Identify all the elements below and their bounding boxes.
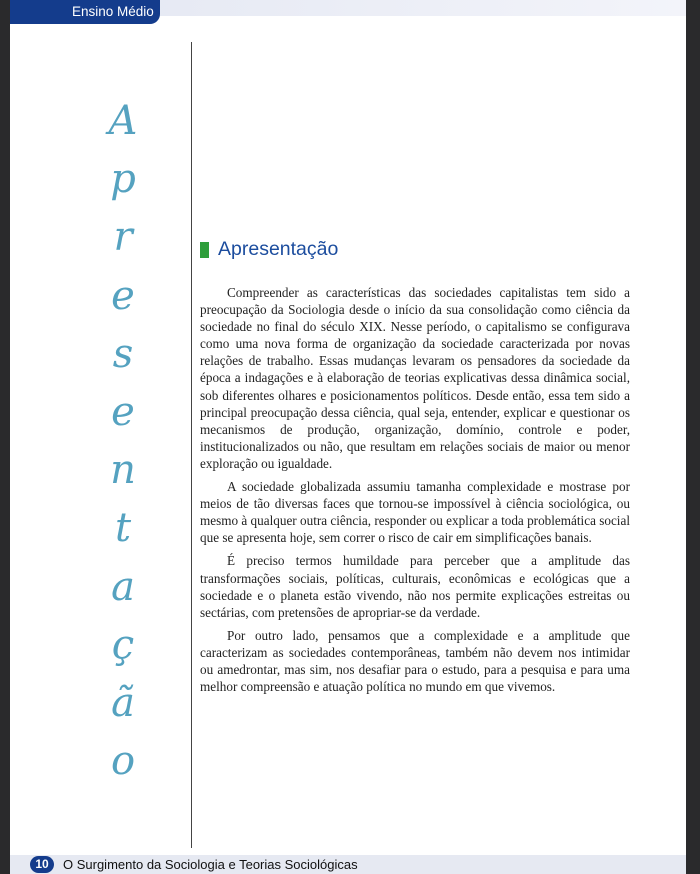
- vertical-title-letter: e: [111, 272, 135, 319]
- paragraph: Por outro lado, pensamos que a complexidade e a amplitude que caracterizam as sociedades contemporâneas, também não devem nos intimidar ou amedrontar, mas sim, nos desafiar para o estudo, para a pesquisa e para uma melhor compreensão e atuação política no mundo em que vivemos.: [200, 627, 630, 695]
- vertical-title-letter: o: [110, 738, 136, 785]
- vertical-title-letter: ç: [111, 621, 135, 668]
- vertical-title-letter: n: [110, 447, 136, 494]
- footer-book-title: O Surgimento da Sociologia e Teorias Sociológicas: [63, 857, 358, 872]
- book-page: [10, 0, 686, 874]
- vertical-title: [98, 92, 148, 790]
- level-tab: Ensino Médio: [10, 0, 160, 24]
- vertical-title-letter: ã: [111, 679, 135, 726]
- vertical-title-letter: r: [113, 214, 133, 261]
- page-number: 10: [30, 856, 54, 873]
- heading-marker-icon: [200, 242, 209, 258]
- vertical-title-letter: A: [108, 98, 138, 144]
- vertical-title-letter: e: [111, 388, 135, 435]
- section-title: Apresentação: [218, 238, 339, 260]
- section-heading: [200, 238, 338, 261]
- vertical-title-letter: p: [110, 156, 136, 203]
- paragraph: A sociedade globalizada assumiu tamanha complexidade e mostrase por meios de tão diversas faces que tornou-se impossível à ciência sociológica, ou mesmo à qualquer outra ciência, responder ou explicar a toda problemática social que se apresenta hoje, sem correr o risco de cair em simplificações banais.: [200, 479, 630, 546]
- body-text: [200, 284, 630, 701]
- vertical-title-letter: a: [111, 563, 135, 610]
- vertical-title-letter: s: [112, 330, 134, 377]
- vertical-divider: [191, 42, 192, 848]
- vertical-title-letter: t: [114, 505, 132, 552]
- paragraph: É preciso termos humildade para perceber que a amplitude das transformações sociais, políticas, culturais, econômicas e ecológicas que a sociedade e o planeta estão vivendo, não nos permite explicações estreitas ou sectárias, com pretensões de apropriar-se da verdade.: [200, 553, 630, 620]
- paragraph: Compreender as características das sociedades capitalistas tem sido a preocupação da Sociologia desde o início da sua consolidação como ciência da sociedade no final do século XIX. Nesse período, o capitalismo se configurava como uma nova forma de organização da sociedade caracterizada por novas relações de trabalho. Essas mudanças levaram os pensadores da sociedade da época a indagações e à elaboração de teorias explicativas dessa dinâmica social, sob diferentes olhares e posicionamentos políticos. Desde então, essa tem sido a principal preocupação dessa ciência, qual seja, entender, explicar e questionar os mecanismos de produção, organização, domínio, controle e poder, institucionalizados ou não, que resultam em relações sociais de maior ou menor exploração ou igualdade.: [200, 285, 630, 471]
